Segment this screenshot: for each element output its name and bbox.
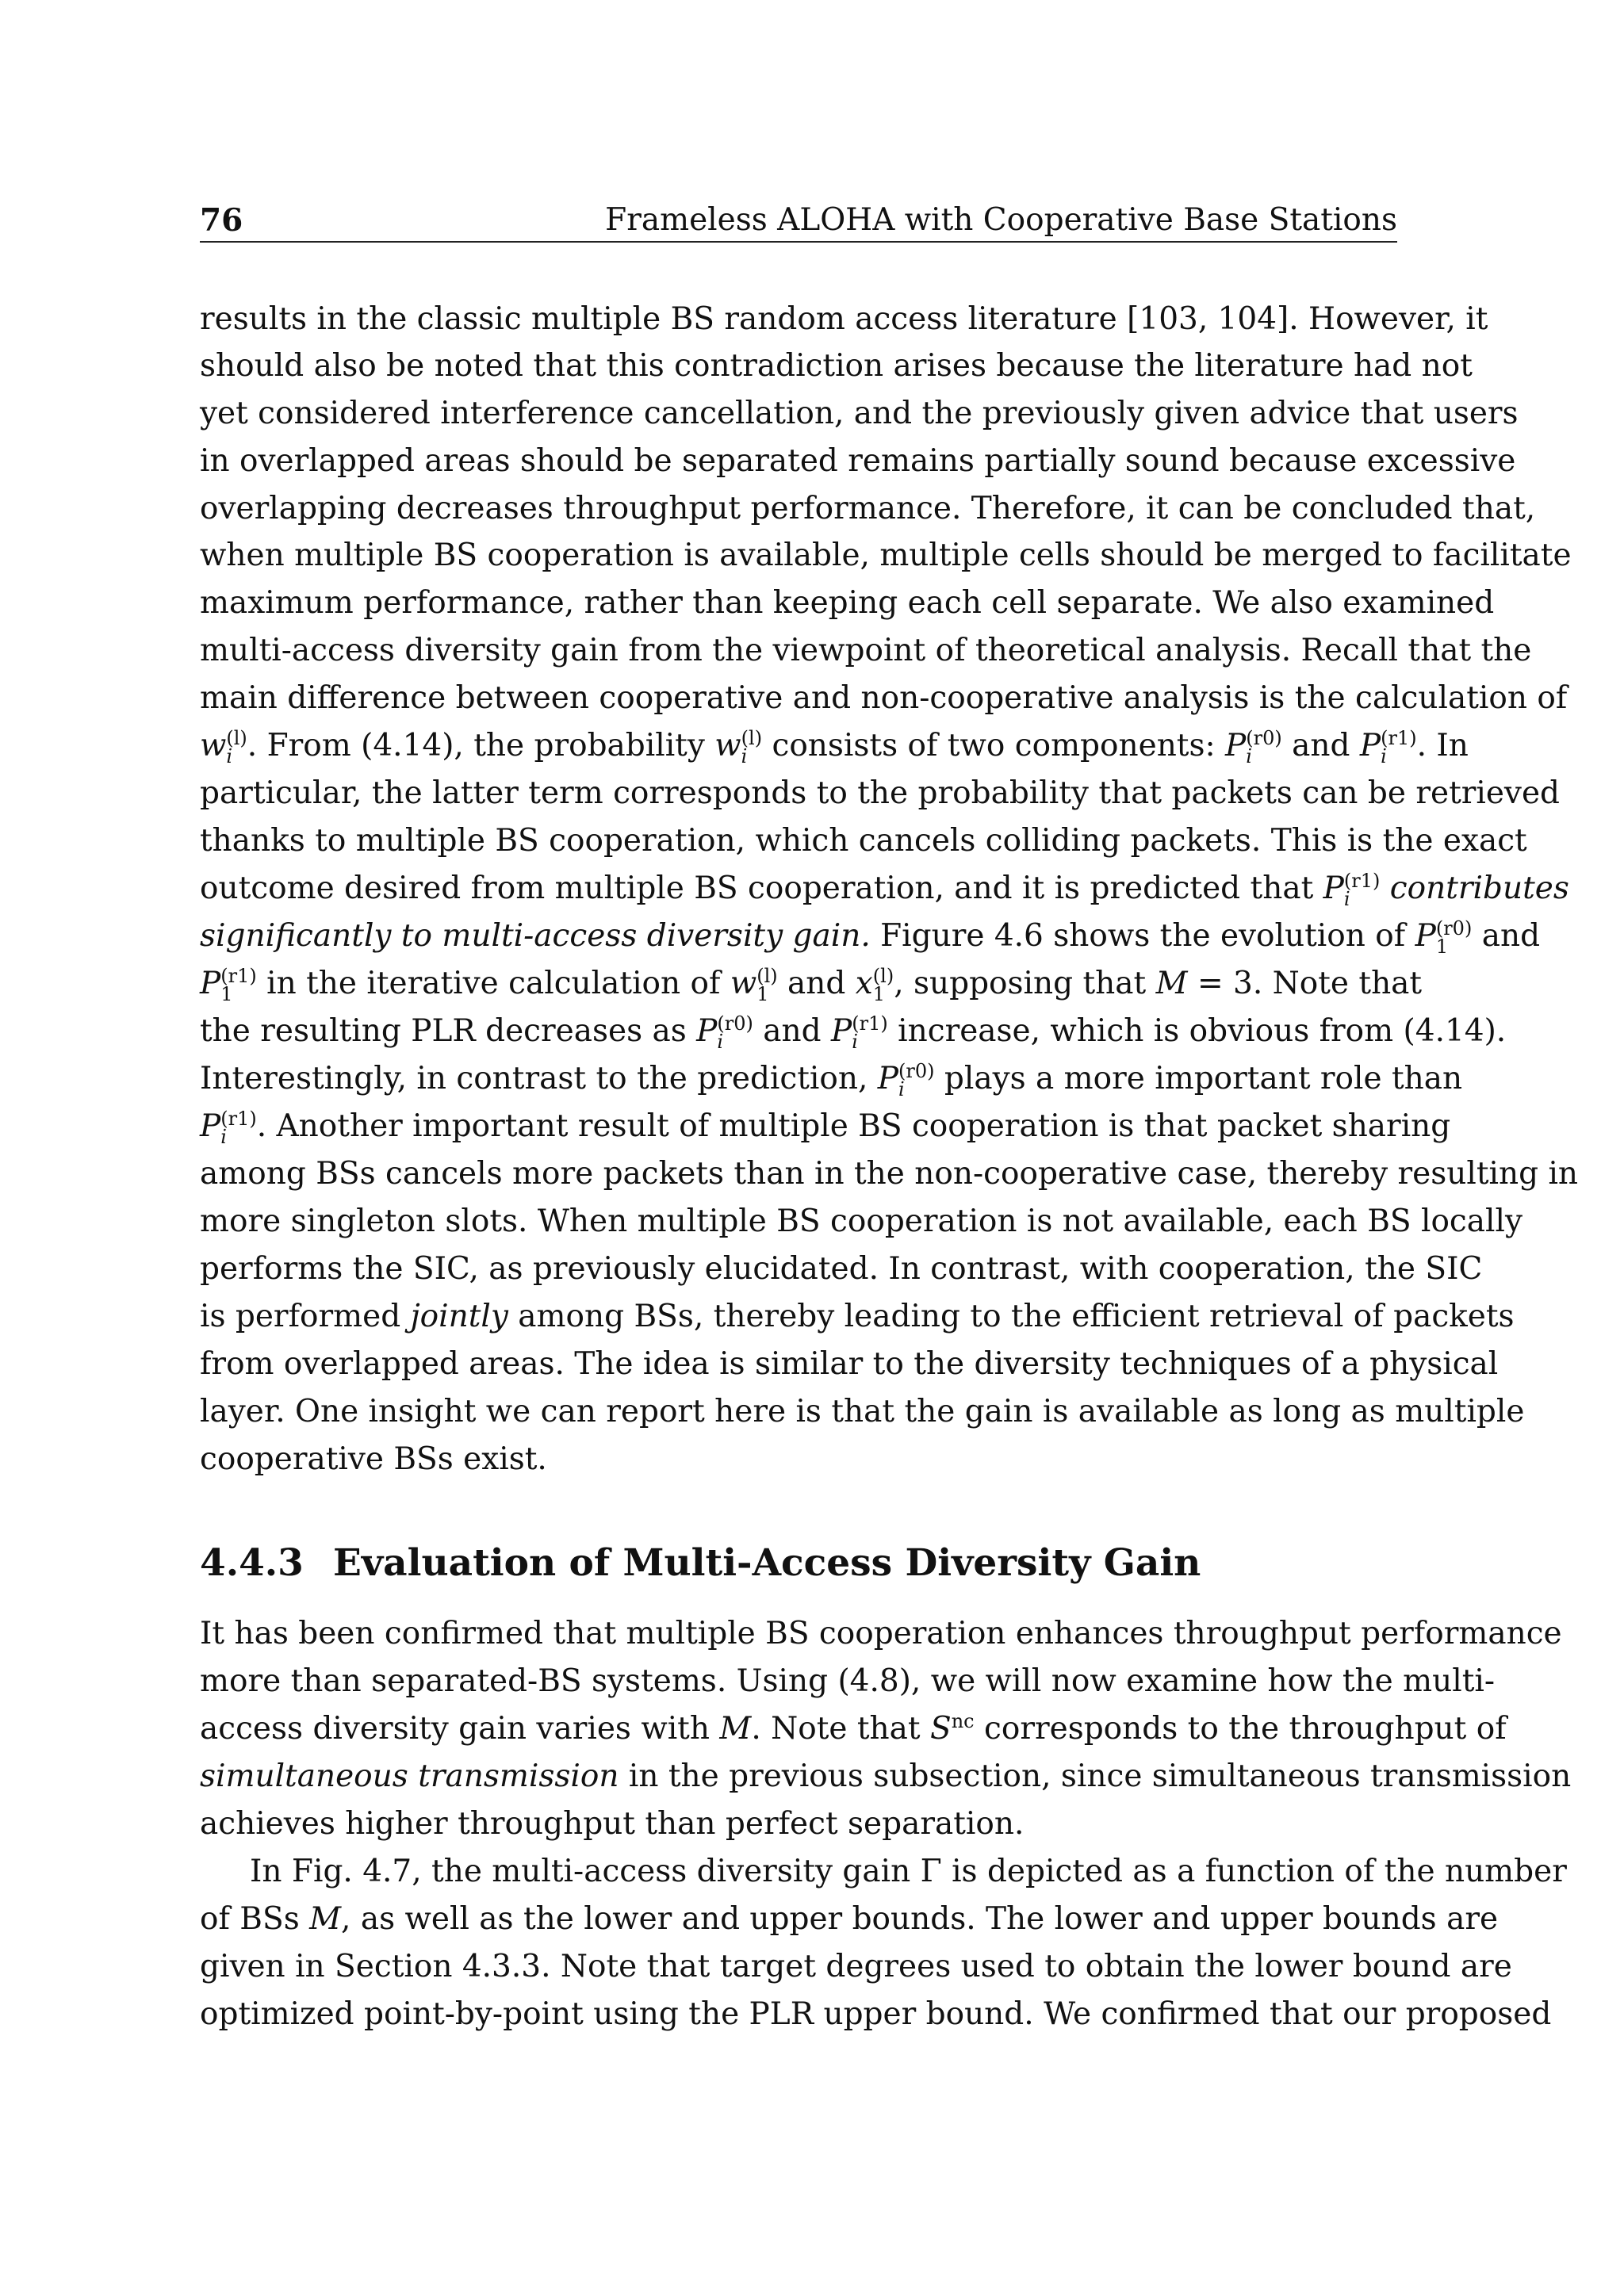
math-symbol: M bbox=[309, 1901, 342, 1937]
emphasis-text: jointly bbox=[410, 1299, 508, 1334]
body-line: layer. One insight we can report here is that the gain is available as long as multiple bbox=[200, 1394, 1525, 1429]
text-run: increase, which is obvious from (4.14). bbox=[887, 1013, 1507, 1049]
math-superscript: (r1) bbox=[852, 1012, 888, 1035]
text-run: among BSs, thereby leading to the efficient retrieval of packets bbox=[508, 1299, 1515, 1334]
body-line: more than separated-BS systems. Using (4.8), we will now examine how the multi- bbox=[200, 1663, 1496, 1699]
math-superscript: (l) bbox=[226, 727, 247, 749]
body-line-with-math: $w^{(l)}_i$ . From (4.14), the probability $w^{(l)}_i$ consists of two components: $P^{(r0)}_i$ and $P^{(r1)}_i$ . In bbox=[200, 727, 1469, 767]
math-symbol: w bbox=[714, 728, 741, 763]
text-run: consists of two components: bbox=[762, 728, 1226, 763]
body-line: maximum performance, rather than keeping each cell separate. We also examined bbox=[200, 585, 1495, 621]
math-superscript: (l) bbox=[741, 727, 763, 749]
text-run: and bbox=[753, 1013, 832, 1049]
body-line: more singleton slots. When multiple BS cooperation is not available, each BS locally bbox=[200, 1203, 1522, 1239]
math-symbol: M bbox=[1155, 966, 1188, 1001]
text-run: Figure 4.6 shows the evolution of bbox=[870, 918, 1415, 954]
body-line: results in the classic multiple BS random access literature [103, 104]. However, it bbox=[200, 301, 1488, 337]
body-line: from overlapped areas. The idea is similar to the diversity techniques of a physical bbox=[200, 1346, 1499, 1382]
emphasis-text: significantly to multi-access diversity gain. bbox=[200, 918, 871, 954]
body-line-with-math bbox=[200, 1900, 1499, 1939]
text-run: outcome desired from multiple BS cooperation, and it is predicted that bbox=[200, 871, 1323, 906]
body-line: among BSs cancels more packets than in the non-cooperative case, thereby resulting in bbox=[200, 1156, 1579, 1192]
text-run: and bbox=[1281, 728, 1360, 763]
math-superscript: (r0) bbox=[717, 1012, 753, 1035]
body-line-with-math: the resulting PLR decreases as $P^{(r0)}_i$ and $P^{(r1)}_i$ increase, which is obvious from (4.14). bbox=[200, 1012, 1507, 1053]
math-superscript: (r1) bbox=[1343, 870, 1381, 892]
section-number: 4.4.3 bbox=[200, 1541, 304, 1585]
math-symbol: P bbox=[696, 1013, 718, 1049]
math-superscript: (r1) bbox=[220, 965, 257, 987]
running-head bbox=[200, 200, 1397, 243]
body-line: cooperative BSs exist. bbox=[200, 1441, 547, 1477]
body-line: optimized point-by-point using the PLR upper bound. We confirmed that our proposed bbox=[200, 1996, 1552, 2032]
body-line: overlapping decreases throughput performance. Therefore, it can be concluded that, bbox=[200, 491, 1536, 526]
body-line: should also be noted that this contradiction arises because the literature had not bbox=[200, 348, 1473, 384]
body-line-with-math bbox=[200, 1709, 1507, 1749]
math-superscript: (l) bbox=[756, 965, 778, 987]
body-line: in overlapped areas should be separated remains partially sound because excessive bbox=[200, 443, 1516, 479]
math-superscript: (r1) bbox=[1381, 727, 1417, 749]
body-line: particular, the latter term corresponds to the probability that packets can be retrieved bbox=[200, 775, 1561, 811]
text-run: in the previous subsection, since simultaneous transmission bbox=[619, 1758, 1572, 1794]
text-run: and bbox=[1472, 918, 1541, 954]
body-line-with-math: $P^{(r1)}_i$ . Another important result of multiple BS cooperation is that packet sharing bbox=[200, 1108, 1451, 1148]
text-run: the resulting PLR decreases as bbox=[200, 1013, 697, 1049]
math-superscript: nc bbox=[951, 1710, 975, 1732]
body-line: thanks to multiple BS cooperation, which cancels colliding packets. This is the exact bbox=[200, 823, 1527, 859]
body-line-with-math: outcome desired from multiple BS cooperation, and it is predicted that $P^{(r1)}_i$ contributes bbox=[200, 870, 1569, 910]
body-line-with-math: significantly to multi-access diversity gain. Figure 4.6 shows the evolution of $P^{(r0)}_1$ and bbox=[200, 917, 1541, 958]
body-line-with-emphasis bbox=[200, 1297, 1515, 1337]
body-line: achieves higher throughput than perfect separation. bbox=[200, 1806, 1025, 1842]
chapter-title: Frameless ALOHA with Cooperative Base Stations bbox=[605, 202, 1397, 238]
math-superscript: (r0) bbox=[1435, 917, 1473, 939]
body-line: when multiple BS cooperation is available, multiple cells should be merged to facilitate bbox=[200, 538, 1572, 573]
body-line: main difference between cooperative and non-cooperative analysis is the calculation of bbox=[200, 680, 1568, 716]
math-symbol: w bbox=[200, 728, 227, 763]
text-run: , as well as the lower and upper bounds. The lower and upper bounds are bbox=[341, 1901, 1499, 1937]
math-symbol: w bbox=[730, 966, 757, 1001]
math-symbol: P bbox=[1359, 728, 1381, 763]
body-line: performs the SIC, as previously elucidated. In contrast, with cooperation, the SIC bbox=[200, 1251, 1483, 1287]
text-run: plays a more important role than bbox=[934, 1061, 1463, 1096]
page-number: 76 bbox=[200, 202, 243, 239]
math-symbol: M bbox=[719, 1711, 752, 1747]
body-line: yet considered interference cancellation, and the previously given advice that users bbox=[200, 396, 1519, 431]
text-run: in the iterative calculation of bbox=[256, 966, 730, 1001]
emphasis-text: contributes bbox=[1389, 871, 1569, 906]
text-run: is performed bbox=[200, 1299, 411, 1334]
body-line-with-math: Interestingly, in contrast to the prediction, $P^{(r0)}_i$ plays a more important role than bbox=[200, 1060, 1463, 1100]
text-run: of BSs bbox=[200, 1901, 310, 1937]
body-line: given in Section 4.3.3. Note that target degrees used to obtain the lower bound are bbox=[200, 1949, 1512, 1984]
math-symbol: P bbox=[831, 1013, 852, 1049]
text-run: = 3. Note that bbox=[1187, 966, 1423, 1001]
text-run: . In bbox=[1416, 728, 1469, 763]
math-symbol: P bbox=[1415, 918, 1436, 954]
body-line: In Fig. 4.7, the multi-access diversity gain Γ is depicted as a function of the number bbox=[250, 1854, 1567, 1889]
text-run: corresponds to the throughput of bbox=[974, 1711, 1507, 1747]
math-superscript: (r0) bbox=[898, 1060, 935, 1082]
math-symbol: P bbox=[1323, 871, 1344, 906]
math-symbol: P bbox=[200, 966, 221, 1001]
body-line: multi-access diversity gain from the viewpoint of theoretical analysis. Recall that the bbox=[200, 633, 1532, 668]
text-run: . Note that bbox=[751, 1711, 930, 1747]
math-superscript: (r0) bbox=[1246, 727, 1282, 749]
math-symbol: P bbox=[1225, 728, 1247, 763]
text-run: . From (4.14), the probability bbox=[247, 728, 715, 763]
section-title: Evaluation of Multi-Access Diversity Gain bbox=[333, 1541, 1201, 1585]
body-line-with-emphasis bbox=[200, 1757, 1572, 1797]
text-run: Interestingly, in contrast to the prediction, bbox=[200, 1061, 878, 1096]
text-run: and bbox=[777, 966, 856, 1001]
emphasis-text: simultaneous transmission bbox=[200, 1758, 619, 1794]
math-superscript: (r1) bbox=[220, 1108, 257, 1130]
math-symbol: P bbox=[877, 1061, 899, 1096]
math-symbol: S bbox=[929, 1711, 952, 1747]
text-run: , supposing that bbox=[894, 966, 1156, 1001]
text-run: access diversity gain varies with bbox=[200, 1711, 720, 1747]
body-line: It has been confirmed that multiple BS cooperation enhances throughput performance bbox=[200, 1616, 1562, 1651]
math-symbol: P bbox=[200, 1108, 221, 1144]
math-symbol: x bbox=[855, 966, 873, 1001]
text-run: . Another important result of multiple BS cooperation is that packet sharing bbox=[256, 1108, 1451, 1144]
body-line-with-math: $P^{(r1)}_1$ in the iterative calculation of $w^{(l)}_1$ and $x^{(l)}_1$ , supposing that M = 3. Note that bbox=[200, 965, 1423, 1005]
section-heading bbox=[200, 1538, 1397, 1589]
math-superscript: (l) bbox=[872, 965, 894, 987]
